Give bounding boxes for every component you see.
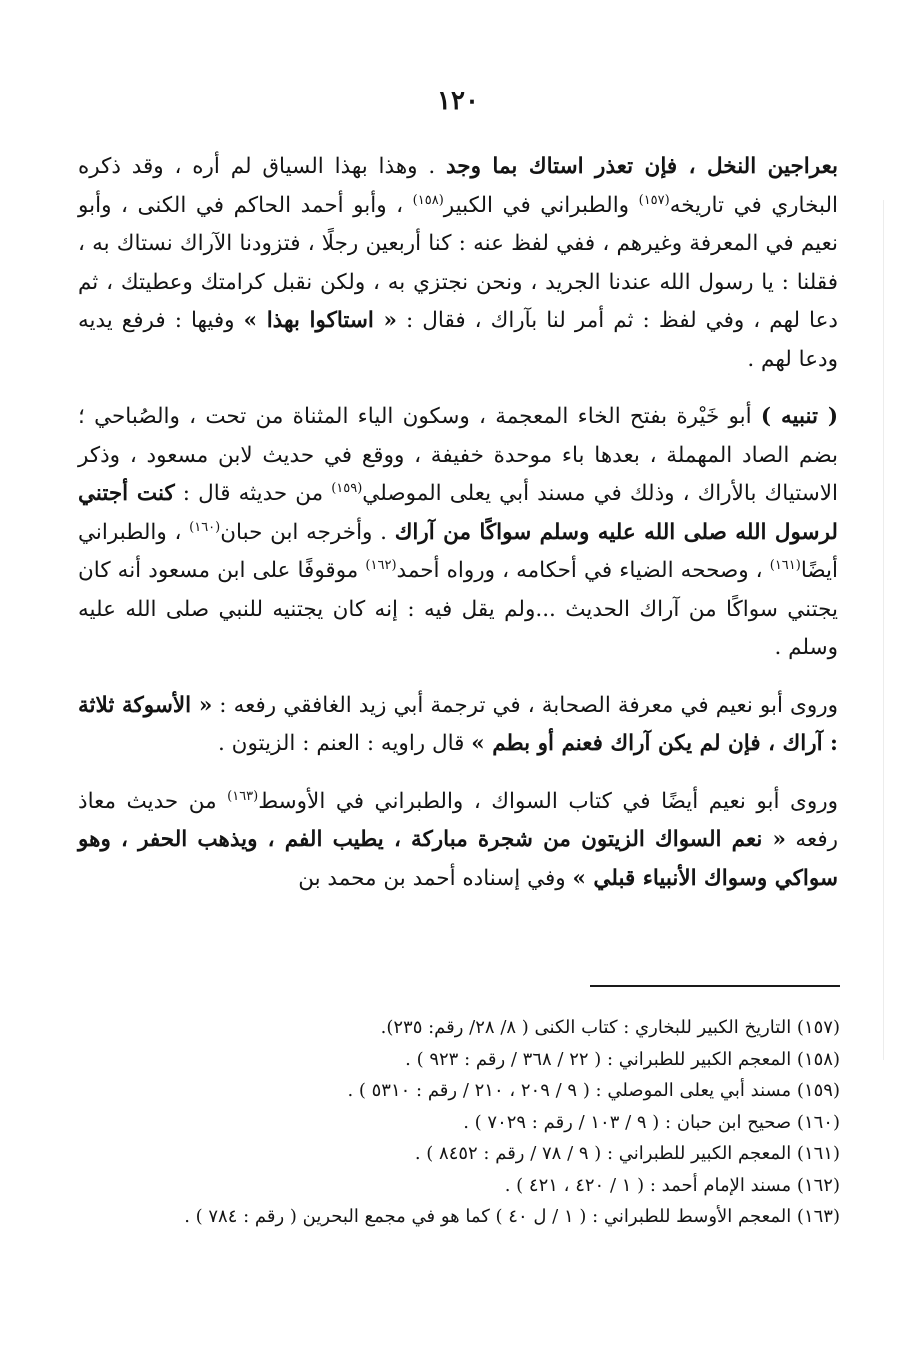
footnotes [60, 1012, 840, 1233]
footnote-reference: (١٥٧) [638, 192, 670, 208]
footnote-163: (١٦٣) المعجم الأوسط للطبراني : ( ١ / ل ٤٠ ) كما هو في مجمع البحرين ( رقم : ٧٨٤ ) . [184, 1206, 840, 1227]
bold-text-run: « نعم السواك الزيتون من شجرة مباركة ، يطيب الفم ، ويذهب الحفر ، وهو سواكي وسواك الأنبياء قبلي » [78, 827, 838, 891]
paragraph [78, 783, 838, 899]
text-run: موقوفًا على ابن مسعود أنه كان يجتني سواكًا من آراك الحديث ...ولم يقل فيه : إنه كان يجتنيه للنبي صلى الله عليه وسلم . [78, 558, 838, 660]
footnote-reference: (١٦٠) [189, 519, 221, 535]
text-run: وروى أبو نعيم في معرفة الصحابة ، في ترجمة أبي زيد الغافقي رفعه : [212, 692, 838, 718]
footnote-reference: (١٦١) [769, 557, 801, 573]
footnote-162: (١٦٢) مسند الإمام أحمد : ( ١ / ٤٢٠ ، ٤٢١ ) . [504, 1174, 840, 1196]
footnote-reference: (١٥٩) [331, 480, 363, 496]
text-run: . وهذا بهذا السياق لم أره ، وقد ذكره البخاري في تاريخه [78, 154, 838, 218]
footnote-reference: (١٥٨) [412, 192, 444, 208]
footnote-160: (١٦٠) صحيح ابن حبان : ( ٩ / ١٠٣ / رقم : ٧٠٢٩ ) . [463, 1111, 840, 1133]
main-text [78, 148, 838, 917]
text-run: من حديث معاذ رفعه [78, 788, 838, 852]
text-run: وفي إسناده أحمد بن محمد بن [298, 865, 573, 891]
text-run: من حديثه قال : [174, 481, 332, 506]
footnote-divider [590, 985, 840, 987]
text-run: أبو خَيْرة بفتح الخاء المعجمة ، وسكون الياء المثناة من تحت ، والصُباحي ؛ بضم الصاد المهملة ، بعدها باء موحدة خفيفة ، ووقع في حديث لابن مسعود ، وذكر الاستياك بالأراك ، وذلك في مسند أبي يعلى الموصلي [78, 404, 839, 506]
text-run: ، وأبو أحمد الحاكم في الكنى ، وأبو نعيم في المعرفة وغيرهم ، ففي لفظ عنه : كنا أربعين رجلًا ، فتزودنا الآراك نستاك به ، فقلنا : يا رسول الله عندنا الجريد ، ونحن نجتزي به ، ولكن نقبل كرامتك وعطيتك ، ثم دعا لهم ، وفي لفظ : ثم أمر لنا بآراك ، فقال : [78, 192, 838, 333]
footnote-158: (١٥٨) المعجم الكبير للطبراني : ( ٢٢ / ٣٦٨ / رقم : ٩٢٣ ) . [405, 1048, 840, 1070]
footnote-159: (١٥٩) مسند أبي يعلى الموصلي : ( ٩ / ٢٠٩ ، ٢١٠ / رقم : ٥٣١٠ ) . [347, 1080, 840, 1101]
bold-text-run: بعراجين النخل ، فإن تعذر استاك بما وجد [446, 154, 838, 179]
text-run: والطبراني في الكبير [443, 192, 639, 218]
page-edge-shadow [883, 200, 884, 1060]
bold-text-run: « استاكوا بهذا » [243, 308, 397, 333]
text-run: . وأخرجه ابن حبان [220, 519, 395, 545]
footnote-reference: (١٦٢) [365, 557, 397, 573]
text-run: وفيها : فرفع يديه ودعا لهم . [78, 308, 838, 372]
footnote-reference: (١٦٣) [227, 788, 259, 804]
bold-text-run: ( تنبيه ) [760, 404, 838, 429]
paragraph [78, 148, 838, 379]
page-number: ١٢٠ [437, 86, 479, 116]
text-run: ، وصححه الضياء في أحكامه ، ورواه أحمد [396, 558, 770, 583]
text-run: ، والطبراني أيضًا [78, 519, 838, 583]
bold-text-run: كنت أجتني لرسول الله صلى الله عليه وسلم سواكًا من آراك [78, 481, 838, 545]
text-run: قال راويه : العنم : الزيتون . [217, 731, 472, 756]
paragraph [78, 687, 838, 764]
text-run: وروى أبو نعيم أيضًا في كتاب السواك ، والطبراني في الأوسط [258, 788, 838, 814]
bold-text-run: « الأسوكة ثلاثة : آراك ، فإن لم يكن آراك فعنم أو بطم » [78, 692, 838, 756]
footnote-157: (١٥٧) التاريخ الكبير للبخاري : كتاب الكنى ( ٨/ ٢٨/ رقم: ٢٣٥). [380, 1017, 840, 1038]
paragraph [78, 398, 838, 668]
footnote-161: (١٦١) المعجم الكبير للطبراني : ( ٩ / ٧٨ / رقم : ٨٤٥٢ ) . [414, 1143, 840, 1164]
